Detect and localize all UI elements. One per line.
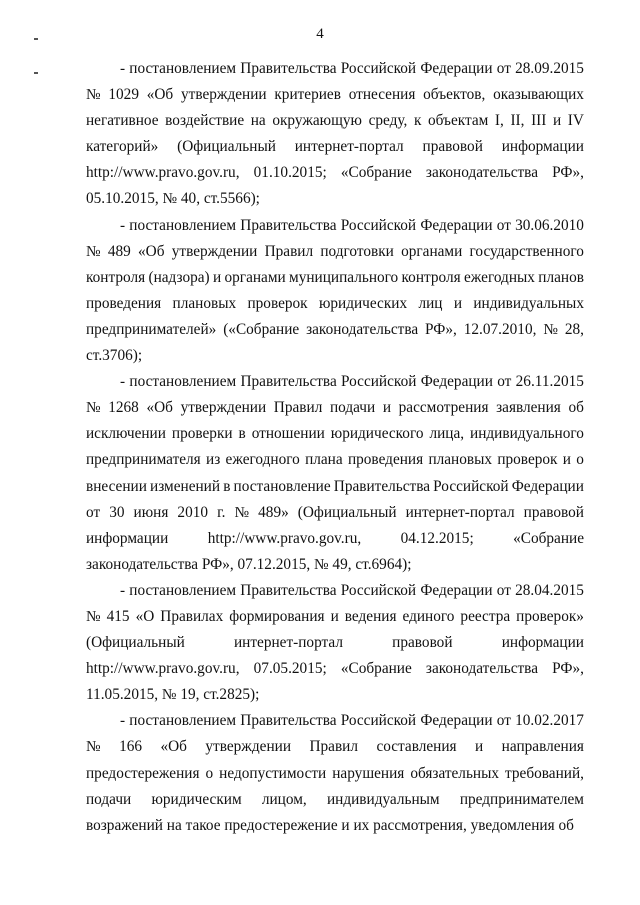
- text-line: - постановлением Правительства Российской Федерации от 28.04.2015: [120, 581, 584, 599]
- text-line: возражений на такое предостережение и их рассмотрения, уведомления об: [86, 816, 574, 834]
- text-line: № 1268 «Об утверждении Правил подачи и рассмотрения заявления об: [86, 399, 584, 417]
- paragraph: [86, 708, 584, 838]
- text-line: № 415 «О Правилах формирования и ведения единого реестра проверок»: [86, 607, 584, 625]
- text-line: № 166 «Об утверждении Правил составления и направления: [86, 738, 584, 756]
- margin-mark: [34, 72, 38, 74]
- margin-mark: [34, 38, 38, 40]
- text-line: http://www.pravo.gov.ru, 07.05.2015; «Собрание законодательства РФ»,: [86, 660, 584, 678]
- text-line: - постановлением Правительства Российской Федерации от 26.11.2015: [120, 373, 584, 391]
- text-line: № 1029 «Об утверждении критериев отнесения объектов, оказывающих: [86, 86, 584, 104]
- paragraph: [86, 578, 584, 708]
- text-line: внесении изменений в постановление Правительства Российской Федерации: [86, 477, 584, 495]
- text-line: предпринимателя из ежегодного плана проведения плановых проверок и о: [86, 451, 584, 469]
- paragraph: [86, 369, 584, 578]
- text-line: предостережения о недопустимости нарушения обязательных требований,: [86, 764, 584, 782]
- text-line: 05.10.2015, № 40, ст.5566);: [86, 190, 260, 208]
- text-line: 11.05.2015, № 19, ст.2825);: [86, 686, 260, 704]
- text-line: - постановлением Правительства Российской Федерации от 28.09.2015: [120, 60, 584, 77]
- text-line: ст.3706);: [86, 347, 143, 365]
- text-line: негативное воздействие на окружающую среду, к объектам I, II, III и IV: [86, 112, 584, 130]
- text-line: исключении проверки в отношении юридического лица, индивидуального: [86, 425, 584, 443]
- text-line: контроля (надзора) и органами муниципального контроля ежегодных планов: [86, 268, 584, 286]
- page-number: 4: [316, 26, 324, 42]
- text-line: - постановлением Правительства Российской Федерации от 30.06.2010: [120, 216, 584, 234]
- paragraph: [86, 213, 584, 370]
- text-line: - постановлением Правительства Российской Федерации от 10.02.2017: [120, 712, 584, 730]
- document-body: [86, 56, 584, 839]
- text-line: проведения плановых проверок юридических лиц и индивидуальных: [86, 294, 584, 312]
- text-line: категорий» (Официальный интернет-портал правовой информации: [86, 138, 584, 156]
- text-line: (Официальный интернет-портал правовой информации: [86, 634, 584, 652]
- text-line: информации http://www.pravo.gov.ru, 04.12.2015; «Собрание: [86, 529, 584, 547]
- text-line: подачи юридическим лицом, индивидуальным предпринимателем: [86, 790, 584, 808]
- text-line: от 30 июня 2010 г. № 489» (Официальный интернет-портал правовой: [86, 503, 584, 521]
- text-line: http://www.pravo.gov.ru, 01.10.2015; «Собрание законодательства РФ»,: [86, 164, 584, 182]
- text-line: № 489 «Об утверждении Правил подготовки органами государственного: [86, 242, 584, 260]
- text-line: законодательства РФ», 07.12.2015, № 49, ст.6964);: [86, 555, 412, 573]
- paragraph: [86, 56, 584, 213]
- text-line: предпринимателей» («Собрание законодательства РФ», 12.07.2010, № 28,: [86, 320, 584, 338]
